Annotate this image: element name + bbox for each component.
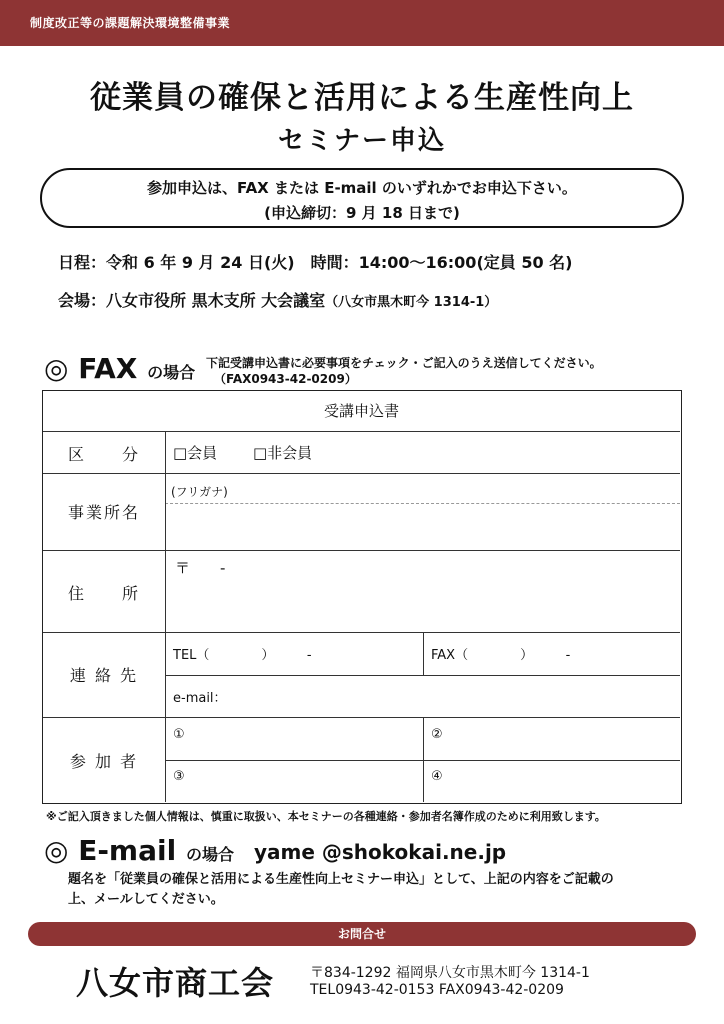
program-name: 制度改正等の課題解決環境整備事業 (30, 16, 231, 30)
venue-address: （八女市黒木町今 1314-1） (325, 295, 498, 310)
organization-address: 〒834-1292 福岡県八女市黒木町今 1314-1 (310, 965, 590, 981)
fax-suffix: の場合 (147, 363, 196, 382)
fax-label: FAX (78, 352, 138, 385)
email-instructions-line1: 題名を「従業員の確保と活用による生産性向上セミナー申込」として、上記の内容をご記載の (68, 872, 614, 887)
application-notice (40, 168, 684, 228)
header-bar (0, 0, 724, 46)
venue-main: 会場：八女市役所 黒木支所 大会議室 (58, 291, 326, 310)
nonmember-checkbox[interactable]: □非会員 (253, 444, 313, 462)
privacy-note: ※ご記入頂きました個人情報は、慎重に取扱い、本セミナーの各種連絡・参加者名簿作成のために利用致します。 (46, 810, 606, 823)
furigana-label: (フリガナ) (171, 485, 228, 499)
page-title: 従業員の確保と活用による生産性向上 (90, 80, 634, 116)
attendee-field-2[interactable]: ② (431, 727, 443, 742)
venue-text (58, 288, 497, 311)
email-suffix: の場合 (185, 845, 234, 864)
company-label: 事業所名 (67, 503, 140, 522)
bullet-icon: ◎ (44, 352, 69, 385)
email-instructions-line2: 上、メールしてください。 (68, 892, 224, 907)
organization-name: 八女市商工会 (76, 964, 275, 1002)
contact-heading: お問合せ (337, 927, 386, 941)
email-field[interactable]: e-mail： (173, 691, 227, 706)
contact-label: 連 絡 先 (69, 666, 139, 685)
attendee-field-3[interactable]: ③ (173, 769, 185, 784)
tel-field[interactable]: TEL（ ） - (173, 648, 312, 663)
member-checkbox[interactable]: □会員 (173, 444, 218, 462)
contact-heading-bar (28, 922, 696, 946)
bullet-icon: ◎ (44, 834, 69, 867)
page-subtitle: セミナー申込 (277, 126, 446, 156)
fax-field[interactable]: FAX（ ） - (431, 648, 571, 663)
company-name-field[interactable] (166, 504, 679, 549)
email-heading (44, 834, 234, 867)
fax-heading (44, 352, 195, 385)
attendee-field-4[interactable]: ④ (431, 769, 443, 784)
fax-number: （FAX0943-42-0209） (214, 372, 357, 386)
notice-deadline: (申込締切：9 月 18 日まで) (264, 204, 460, 222)
notice-line1: 参加申込は、FAX または E-mail のいずれかでお申込下さい。 (147, 179, 577, 197)
schedule-text: 日程：令和 6 年 9 月 24 日(火) 時間：14:00〜16:00(定員 50 名) (58, 253, 573, 272)
attendee-label: 参 加 者 (69, 752, 139, 771)
postal-code-field[interactable]: 〒 - (175, 559, 226, 577)
address-label: 住 所 (67, 584, 140, 603)
category-label: 区 分 (67, 445, 140, 464)
application-form (42, 390, 682, 804)
fax-note: 下記受講申込書に必要事項をチェック・ご記入のうえ送信してください。 (206, 356, 602, 370)
email-label: E-mail (78, 834, 177, 867)
attendee-field-1[interactable]: ① (173, 727, 185, 742)
organization-phones: TEL0943-42-0153 FAX0943-42-0209 (310, 982, 564, 998)
form-title: 受講申込書 (323, 402, 399, 420)
email-address-link[interactable]: yame @shokokai.ne.jp (254, 840, 507, 864)
